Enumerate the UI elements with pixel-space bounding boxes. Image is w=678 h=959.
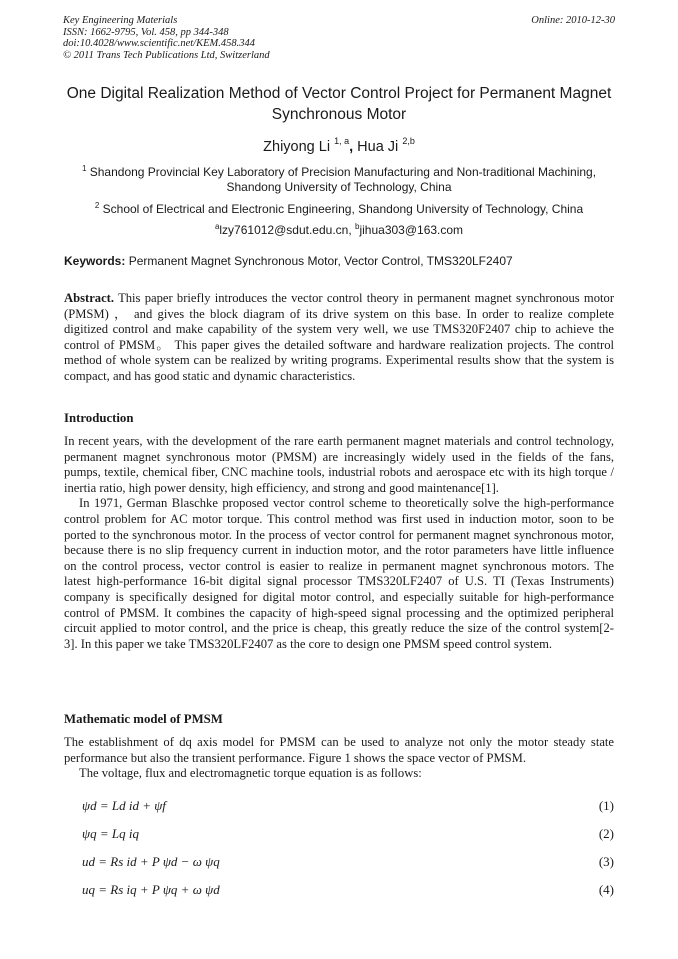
introduction-body [64, 434, 614, 652]
equation-number: (2) [598, 826, 614, 841]
paper-title: One Digital Realization Method of Vector Control Project for Permanent Magnet Synchronous Motor [66, 85, 612, 123]
abstract-label: Abstract. [64, 291, 115, 305]
email-line [60, 219, 618, 238]
affiliation-superscript: 2 [94, 201, 100, 210]
section-heading-introduction: Introduction [64, 411, 134, 425]
email-address: lzy761012@sdut.edu.cn, [219, 223, 352, 237]
equation-3 [82, 854, 614, 872]
abstract-text: This paper briefly introduces the vector control theory in permanent magnet synchronous motor (PMSM) ， and gives the block diagram of its drive system on this base. In order to realize complete digitized control and make capability of the system very well, we use TMS320F2407 chip to achieve the control of PMSM。 This paper gives the detailed software and hardware realization projects. The control method of whole system can be realized by writing programs. Experimental results show that the system is compact, and has good static and dynamic characteristics. [64, 291, 615, 383]
equation-2 [82, 826, 614, 844]
keywords [64, 254, 618, 268]
equation-expression: uq = Rs iq + P ψq + ω ψd [82, 882, 220, 897]
model-body [64, 735, 614, 782]
affiliation-superscript: 1 [81, 164, 87, 173]
equation-expression: ud = Rs id + P ψd − ω ψq [82, 854, 220, 869]
keywords-label: Keywords: [64, 254, 126, 268]
issn-line: ISSN: 1662-9795, Vol. 458, pp 344-348 [63, 26, 229, 38]
author-superscript: 1, a [334, 136, 350, 146]
section-heading-model: Mathematic model of PMSM [64, 712, 223, 726]
equation-expression: ψd = Ld id + ψf [82, 798, 166, 813]
equation-expression: ψq = Lq iq [82, 826, 139, 841]
abstract [64, 291, 614, 385]
equation-number: (3) [598, 854, 614, 869]
email-address: jihua303@163.com [359, 223, 464, 237]
journal-name: Key Engineering Materials [63, 15, 178, 26]
author-name: Zhiyong Li [263, 139, 331, 155]
equation-4 [82, 882, 614, 900]
email-superscript: b [355, 222, 360, 231]
doi-line: doi:10.4028/www.scientific.net/KEM.458.344 [63, 38, 255, 49]
equation-1 [82, 798, 614, 816]
paragraph: In recent years, with the development of the rare earth permanent magnet materials and control technology, permanent magnet synchronous motor (PMSM) are increasingly widely used in the fields of the fans, pumps, textile, chemical fiber, CNC machine tools, industrial robots and aerospace etc with its high torque / inertia ratio, high power density, high efficiency, and strong and good maintenance[1]. [64, 434, 614, 495]
author-line [0, 136, 678, 155]
affiliation-1 [60, 161, 618, 195]
equation-number: (1) [598, 798, 614, 813]
author-name: Hua Ji [357, 139, 399, 155]
running-header [63, 15, 615, 61]
affiliation-text: School of Electrical and Electronic Engineering, Shandong University of Technology, China [102, 202, 584, 216]
paragraph: In 1971, German Blaschke proposed vector control scheme to theoretically solve the high-performance control problem for AC motor torque. This control method was first used in induction motor, soon to be ported to the synchronous motor. In the process of vector control for permanent magnet synchronous motor, because there is no slip frequency current in induction motor, and the rotor parameters have little influence on the control process, vector control is easier to realize in permanent magnet synchronous motors. The latest high-performance 16-bit digital signal processor TMS320LF2407 of U.S. TI (Texas Instruments) company is specifically designed for digital motor control, and especially suitable for high-performance control of PMSM. It combines the capacity of high-speed signal processing and the optimized peripheral circuit applied to motor control, and the price is cheap, this greatly reduce the size of the control system[2-3]. In this paper we take TMS320LF2407 as the core to design one PMSM speed control system. [64, 496, 614, 651]
author-separator: , [349, 139, 354, 155]
author-superscript: 2,b [402, 136, 415, 146]
affiliation-text: Shandong Provincial Key Laboratory of Precision Manufacturing and Non-traditional Machining, Shandong University of Technology, China [89, 165, 597, 194]
online-date: Online: 2010-12-30 [531, 15, 615, 26]
paragraph: The voltage, flux and electromagnetic torque equation is as follows: [79, 766, 422, 781]
affiliation-2 [60, 198, 618, 217]
email-superscript: a [214, 222, 220, 231]
equation-number: (4) [598, 882, 614, 897]
paragraph: The establishment of dq axis model for PMSM can be used to analyze not only the motor steady state performance but also the transient performance. Figure 1 shows the space vector of PMSM. [64, 735, 614, 765]
copyright-line: © 2011 Trans Tech Publications Ltd, Switzerland [63, 49, 270, 61]
keywords-text: Permanent Magnet Synchronous Motor, Vector Control, TMS320LF2407 [128, 254, 513, 268]
